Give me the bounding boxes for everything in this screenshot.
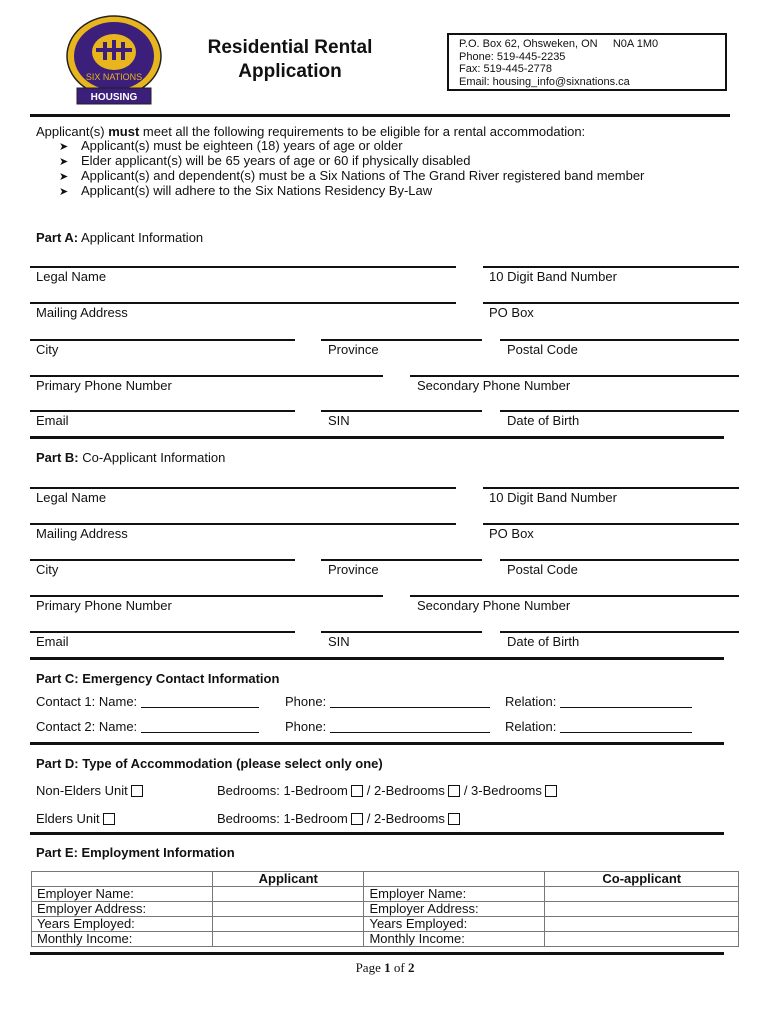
contact-1-name-label: Contact 1: Name: [36, 694, 138, 709]
contact-address: P.O. Box 62, Ohsweken, ON N0A 1M0 [459, 38, 659, 50]
table-row [32, 887, 739, 902]
email-input-b[interactable] [30, 631, 295, 633]
mailing-address-label: Mailing Address [36, 305, 128, 320]
sin-input-b[interactable] [321, 631, 482, 633]
contact-1-relation-group [505, 694, 692, 709]
postal-code-input-a[interactable] [500, 339, 739, 341]
section-divider [30, 832, 724, 835]
title-line-2: Application [238, 61, 342, 82]
table-row [32, 902, 739, 917]
contact-phone: Phone: 519-445-2235 [459, 50, 566, 63]
requirement-item: ➤ Applicant(s) must be eighteen (18) years of age or older [59, 138, 403, 153]
non-elders-bedrooms [217, 783, 561, 798]
section-divider [30, 742, 724, 745]
sin-label: SIN [328, 634, 350, 649]
applicant-employer-name-input[interactable] [213, 887, 364, 902]
svg-text:SIX NATIONS: SIX NATIONS [85, 72, 143, 82]
mailing-address-label: Mailing Address [36, 526, 128, 541]
coapplicant-employer-address-input[interactable] [545, 902, 739, 917]
secondary-phone-input-b[interactable] [410, 595, 739, 597]
elders-label: Elders Unit [36, 811, 100, 826]
non-elders-1-bedroom-checkbox[interactable] [351, 785, 363, 797]
non-elders-option [36, 783, 147, 798]
contact-2-phone-group [285, 719, 490, 734]
section-divider [30, 436, 724, 439]
email-label: Email [36, 413, 69, 428]
postal-code-input-b[interactable] [500, 559, 739, 561]
contact-2-relation-group [505, 719, 692, 734]
applicant-column-header: Applicant [213, 872, 364, 887]
sin-label: SIN [328, 413, 350, 428]
contact-2-name-input[interactable] [141, 732, 259, 733]
emergency-contact-1-row [36, 694, 259, 709]
po-box-label: PO Box [489, 526, 534, 541]
postal-code-label: Postal Code [507, 562, 578, 577]
province-input-b[interactable] [321, 559, 482, 561]
two-bedroom-label: / 2-Bedrooms [366, 811, 445, 826]
elders-bedrooms [217, 811, 464, 826]
employer-name-label: Employer Name: [364, 887, 545, 902]
province-input-a[interactable] [321, 339, 482, 341]
contact-1-phone-label: Phone: [285, 694, 327, 709]
contact-1-relation-label: Relation: [505, 694, 557, 709]
years-employed-label: Years Employed: [32, 917, 213, 932]
non-elders-2-bedroom-checkbox[interactable] [448, 785, 460, 797]
contact-1-phone-input[interactable] [330, 707, 490, 708]
contact-1-phone-group [285, 694, 490, 709]
section-divider [30, 952, 724, 955]
secondary-phone-label: Secondary Phone Number [417, 598, 571, 613]
requirement-item: ➤ Applicant(s) and dependent(s) must be a Six Nations of The Grand River registered band member [59, 168, 645, 183]
email-input-a[interactable] [30, 410, 295, 412]
elders-2-bedroom-checkbox[interactable] [448, 813, 460, 825]
requirements-lead: Applicant(s) must meet all the following requirements to be eligible for a rental accommodation: [36, 124, 586, 139]
part-a-heading: Part A: Applicant Information [36, 230, 204, 245]
contact-fax: Fax: 519-445-2778 [459, 63, 552, 75]
part-c-heading: Part C: Emergency Contact Information [36, 671, 280, 686]
emergency-contact-2-row [36, 719, 259, 734]
part-d-heading: Part D: Type of Accommodation (please select only one) [36, 756, 383, 771]
title-line-1: Residential Rental [207, 37, 373, 58]
dob-input-b[interactable] [500, 631, 739, 633]
coapplicant-column-header: Co-applicant [545, 872, 739, 887]
arrow-bullet-icon: ➤ [59, 171, 69, 183]
monthly-income-label: Monthly Income: [32, 932, 213, 947]
eligibility-requirements [36, 125, 726, 199]
secondary-phone-input-a[interactable] [410, 375, 739, 377]
contact-2-name-label: Contact 2: Name: [36, 719, 138, 734]
mailing-address-input-b[interactable] [30, 523, 456, 525]
po-box-input-a[interactable] [483, 302, 739, 304]
secondary-phone-label: Secondary Phone Number [417, 378, 571, 393]
legal-name-label: Legal Name [36, 269, 107, 284]
applicant-employer-address-input[interactable] [213, 902, 364, 917]
contact-email: Email: housing_info@sixnations.ca [459, 75, 630, 88]
table-row [32, 932, 739, 947]
contact-1-relation-input[interactable] [560, 707, 692, 708]
three-bedroom-label: / 3-Bedrooms [463, 783, 542, 798]
elders-option [36, 811, 119, 826]
coapplicant-years-employed-input[interactable] [545, 917, 739, 932]
part-b-heading: Part B: Co-Applicant Information [36, 450, 226, 465]
primary-phone-label: Primary Phone Number [36, 598, 172, 613]
contact-2-relation-label: Relation: [505, 719, 557, 734]
band-number-label: 10 Digit Band Number [489, 490, 617, 505]
city-input-b[interactable] [30, 559, 295, 561]
contact-box [447, 33, 727, 91]
page-number: Page 1 of 2 [355, 960, 415, 975]
city-label: City [36, 562, 59, 577]
dob-label: Date of Birth [507, 413, 580, 428]
elders-1-bedroom-checkbox[interactable] [351, 813, 363, 825]
province-label: Province [328, 562, 379, 577]
table-row [32, 917, 739, 932]
header-divider [30, 114, 730, 117]
section-divider [30, 657, 724, 660]
requirement-item: ➤ Elder applicant(s) will be 65 years of age or 60 if physically disabled [59, 153, 471, 168]
monthly-income-label: Monthly Income: [364, 932, 545, 947]
province-label: Province [328, 342, 379, 357]
band-number-input-b[interactable] [483, 487, 739, 489]
employment-table [31, 871, 739, 947]
applicant-years-employed-input[interactable] [213, 917, 364, 932]
form-title [170, 36, 410, 84]
part-e-heading: Part E: Employment Information [36, 845, 235, 860]
city-label: City [36, 342, 59, 357]
arrow-bullet-icon: ➤ [59, 186, 69, 198]
non-elders-3-bedroom-checkbox[interactable] [545, 785, 557, 797]
city-input-a[interactable] [30, 339, 295, 341]
svg-text:HOUSING: HOUSING [90, 92, 138, 103]
elders-checkbox[interactable] [103, 813, 115, 825]
years-employed-label: Years Employed: [364, 917, 545, 932]
coapplicant-monthly-income-input[interactable] [545, 932, 739, 947]
contact-2-relation-input[interactable] [560, 732, 692, 733]
legal-name-label: Legal Name [36, 490, 107, 505]
one-bedroom-label: Bedrooms: 1-Bedroom [217, 783, 348, 798]
blank-header [364, 872, 545, 887]
band-number-label: 10 Digit Band Number [489, 269, 617, 284]
requirement-item: ➤ Applicant(s) will adhere to the Six Nations Residency By-Law [59, 183, 433, 198]
employer-address-label: Employer Address: [32, 902, 213, 917]
band-number-input-a[interactable] [483, 266, 739, 268]
non-elders-checkbox[interactable] [131, 785, 143, 797]
primary-phone-label: Primary Phone Number [36, 378, 172, 393]
dob-input-a[interactable] [500, 410, 739, 412]
arrow-bullet-icon: ➤ [59, 156, 69, 168]
contact-2-phone-input[interactable] [330, 732, 490, 733]
po-box-input-b[interactable] [483, 523, 739, 525]
non-elders-label: Non-Elders Unit [36, 783, 128, 798]
six-nations-housing-logo [63, 14, 165, 110]
legal-name-input-b[interactable] [30, 487, 456, 489]
employer-address-label: Employer Address: [364, 902, 545, 917]
contact-1-name-input[interactable] [141, 707, 259, 708]
postal-code-label: Postal Code [507, 342, 578, 357]
contact-2-phone-label: Phone: [285, 719, 327, 734]
employer-name-label: Employer Name: [32, 887, 213, 902]
blank-header [32, 872, 213, 887]
mailing-address-input-a[interactable] [30, 302, 456, 304]
primary-phone-input-b[interactable] [30, 595, 383, 597]
primary-phone-input-a[interactable] [30, 375, 383, 377]
email-label: Email [36, 634, 69, 649]
table-header-row [32, 872, 739, 887]
dob-label: Date of Birth [507, 634, 580, 649]
applicant-monthly-income-input[interactable] [213, 932, 364, 947]
one-bedroom-label: Bedrooms: 1-Bedroom [217, 811, 348, 826]
po-box-label: PO Box [489, 305, 534, 320]
sin-input-a[interactable] [321, 410, 482, 412]
two-bedroom-label: / 2-Bedrooms [366, 783, 445, 798]
coapplicant-employer-name-input[interactable] [545, 887, 739, 902]
arrow-bullet-icon: ➤ [59, 141, 69, 153]
legal-name-input-a[interactable] [30, 266, 456, 268]
